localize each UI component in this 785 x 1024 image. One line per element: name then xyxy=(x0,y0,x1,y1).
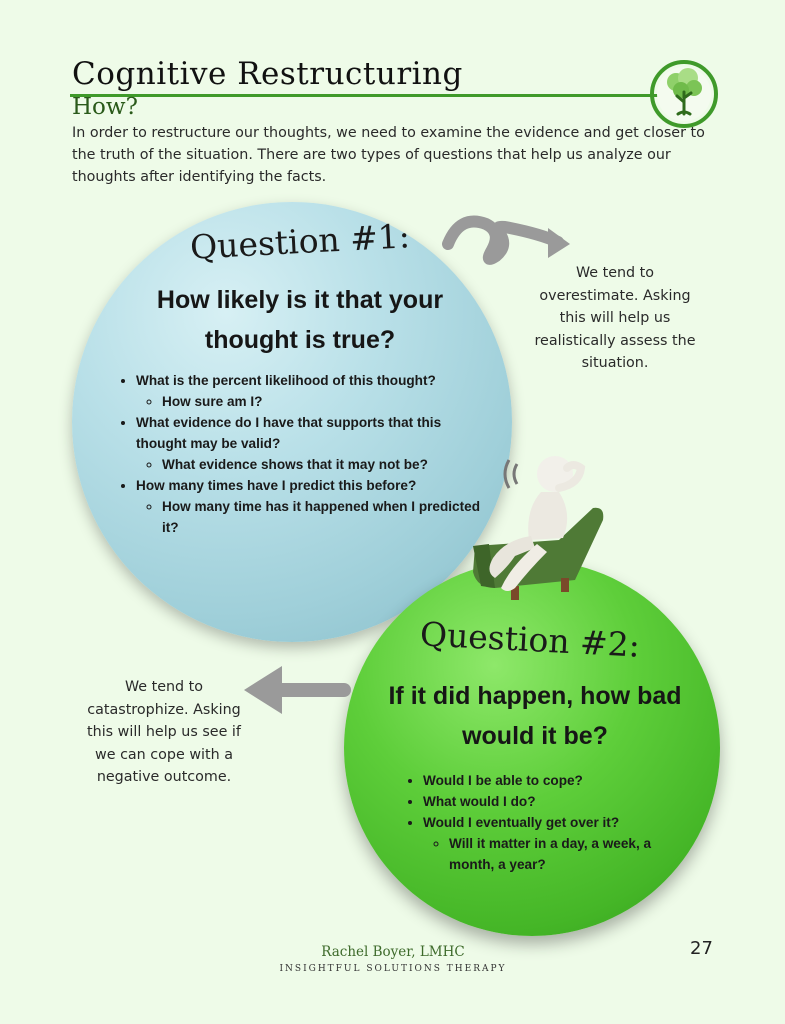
thinking-figure-icon xyxy=(455,448,615,608)
question2-note: We tend to catastrophize. Asking this will help us see if we can cope with a negative outcome. xyxy=(87,679,241,785)
question2-text: If it did happen, how bad would it be? xyxy=(388,682,682,750)
list-item: • Would I be able to cope? xyxy=(423,770,685,791)
left-arrow-icon xyxy=(238,660,350,720)
question1-bullet-list xyxy=(118,370,490,538)
question1-note: We tend to overestimate. Asking this will help us realistically assess the situation. xyxy=(534,265,696,371)
footer-practice: INSIGHTFUL SOLUTIONS THERAPY xyxy=(279,964,507,974)
list-item: ◦ How sure am I? xyxy=(162,391,490,412)
list-item: • What evidence do I have that supports that this thought may be valid? ◦ What evidence shows that it may not be? xyxy=(136,412,490,475)
list-item: ◦ Will it matter in a day, a week, a month, a year? xyxy=(449,833,685,875)
question2-heading: Question #2: xyxy=(419,614,641,665)
list-item: • What is the percent likelihood of this thought? ◦ How sure am I? xyxy=(136,370,490,412)
list-item: • How many times have I predict this before? ◦ How many time has it happened when I predicted it? xyxy=(136,475,490,538)
question1-text: How likely is it that your thought is true? xyxy=(156,286,444,354)
footer-author: Rachel Boyer, LMHC xyxy=(321,944,465,960)
question2-bullet-list xyxy=(405,770,685,875)
list-item: ◦ How many time has it happened when I predicted it? xyxy=(162,496,490,538)
question1-heading: Question #1: xyxy=(189,216,411,267)
tree-logo-icon xyxy=(648,58,720,130)
list-item: ◦ What evidence shows that it may not be? xyxy=(162,454,490,475)
list-item: • Would I eventually get over it? ◦ Will it matter in a day, a week, a month, a year? xyxy=(423,812,685,875)
intro-paragraph: In order to restructure our thoughts, we need to examine the evidence and get closer to the truth of the situation. There are two types of questions that help us analyze our thoughts after identifying the facts. xyxy=(72,125,705,185)
page-title: Cognitive Restructuring xyxy=(72,56,463,92)
page-subtitle: How? xyxy=(72,94,138,120)
list-item: • What would I do? xyxy=(423,791,685,812)
page-number: 27 xyxy=(690,938,713,959)
title-divider xyxy=(70,94,658,97)
